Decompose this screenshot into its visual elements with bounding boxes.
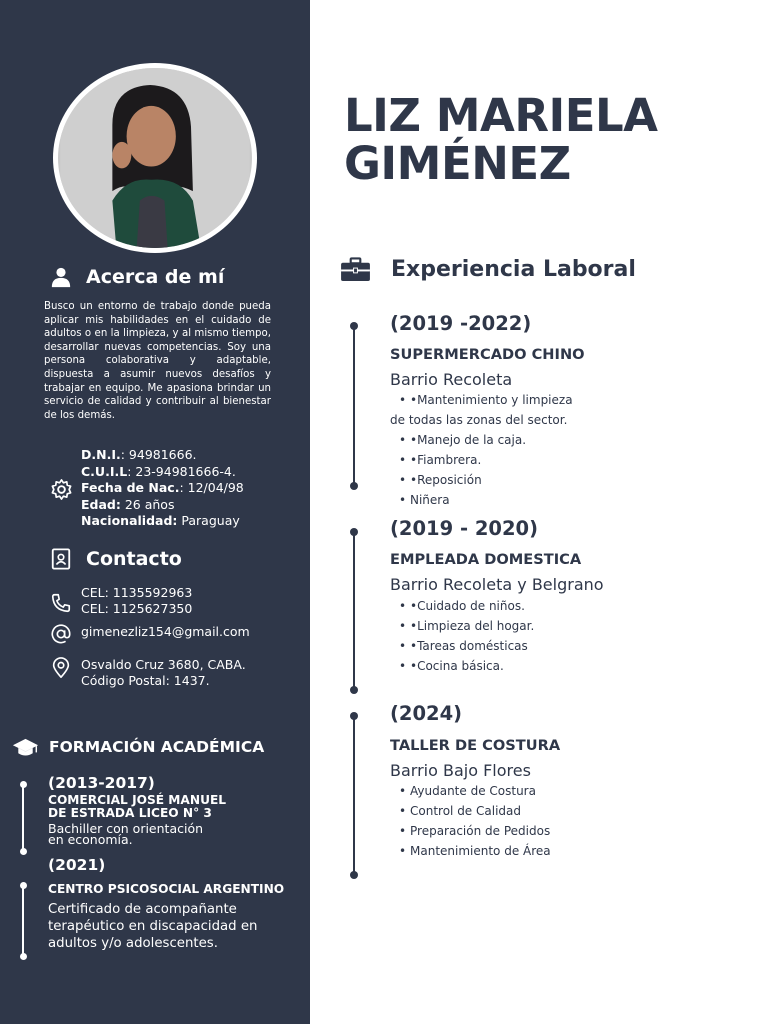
contact-address [50, 657, 246, 690]
contact-card-icon [50, 548, 72, 570]
contact-email [50, 623, 250, 645]
education-1-desc-line-2: en economía. [48, 832, 133, 847]
education-timeline-dot [20, 953, 27, 960]
education-1-year: (2013-2017) [48, 774, 155, 792]
job-1-title: SUPERMERCADO CHINO [390, 346, 585, 363]
education-2-year: (2021) [48, 856, 106, 874]
education-timeline-dot [20, 781, 27, 788]
name-line-1: LIZ MARIELA [344, 89, 658, 142]
person-photo-illustration [58, 68, 252, 248]
job-2-task: • •Cuidado de niños. [390, 596, 534, 616]
about-heading-label: Acerca de mí [86, 266, 225, 288]
job-1-task: • Niñera [390, 490, 573, 510]
job-1-year: (2019 -2022) [390, 312, 532, 335]
graduation-cap-icon [12, 736, 39, 758]
age-label: Edad: [81, 496, 121, 512]
at-sign-icon [50, 623, 72, 645]
user-icon [50, 266, 72, 288]
education-timeline-dot [20, 882, 27, 889]
contact-phones [50, 585, 192, 618]
address-line-2: Código Postal: 1437. [81, 673, 210, 689]
experience-heading [340, 257, 636, 282]
education-timeline-dot [20, 848, 27, 855]
job-1-task: • •Manejo de la caja. [390, 430, 573, 450]
phone-text [81, 585, 192, 618]
job-3-tasks [390, 781, 551, 861]
job-3-task: • Mantenimiento de Área [390, 841, 551, 861]
address-line-1: Osvaldo Cruz 3680, CABA. [81, 657, 246, 672]
job-1-place: Barrio Recoleta [390, 370, 513, 389]
personal-info [81, 447, 244, 530]
experience-timeline-dot [350, 528, 358, 536]
experience-timeline-line-3 [353, 716, 355, 875]
education-1-school-line-1: COMERCIAL JOSÉ MANUEL [48, 793, 227, 807]
job-1-tasks [390, 390, 573, 510]
job-3-task: • Preparación de Pedidos [390, 821, 551, 841]
about-text: Busco un entorno de trabajo donde pueda aplicar mis habilidades en el cuidado de adultos o en la limpieza, y al mismo tiempo, desarrollar nuevas competencias. Soy una persona colaborativa y adaptable, dispuesta a asumir nuevos desafíos y trabajar en equipo. Me apasiona brindar un servicio de calidad y contribuir al bienestar de los demás. [44, 301, 271, 421]
nationality-row [81, 513, 244, 530]
sidebar [0, 0, 310, 1024]
job-1-task: • •Fiambrera. [390, 450, 573, 470]
dni-value: : 94981666. [120, 447, 197, 462]
cuil-row [81, 464, 244, 481]
education-timeline-line-1 [22, 785, 24, 852]
education-2-desc-line-3: adultos y/o adolescentes. [48, 936, 218, 951]
job-2-tasks [390, 596, 534, 676]
nationality-value: Paraguay [177, 513, 240, 529]
phone-icon [50, 592, 72, 614]
experience-timeline-line-2 [353, 532, 355, 690]
job-3-task: • Ayudante de Costura [390, 781, 551, 801]
dni-row [81, 447, 244, 464]
name-line-2: GIMÉNEZ [344, 137, 571, 190]
education-1-school [48, 794, 226, 820]
education-2-description [48, 901, 257, 952]
address-text [81, 657, 246, 690]
education-1-description [48, 823, 203, 845]
briefcase-icon [340, 257, 371, 282]
contact-heading [50, 548, 182, 570]
email-link[interactable]: gimenezliz154@gmail.com [81, 624, 250, 639]
job-1-task: • •Reposición [390, 470, 573, 490]
experience-timeline-dot [350, 712, 358, 720]
job-3-task: • Control de Calidad [390, 801, 551, 821]
job-3-title: TALLER DE COSTURA [390, 737, 561, 754]
candidate-name [344, 89, 658, 190]
job-2-year: (2019 - 2020) [390, 517, 539, 540]
education-heading [12, 736, 264, 758]
experience-timeline-line-1 [353, 326, 355, 486]
phone-2[interactable]: CEL: 1125627350 [81, 601, 193, 617]
job-3-year: (2024) [390, 702, 463, 725]
dni-label: D.N.I. [81, 447, 121, 462]
job-2-task: • •Tareas domésticas [390, 636, 534, 656]
birth-label: Fecha de Nac. [81, 480, 180, 496]
education-1-school-line-2: DE ESTRADA LICEO N° 3 [48, 806, 212, 820]
cuil-label: C.U.I.L [81, 463, 128, 479]
profile-photo [53, 63, 257, 253]
education-2-desc-line-1: Certificado de acompañante [48, 902, 237, 917]
nationality-label: Nacionalidad: [81, 513, 178, 529]
location-pin-icon [50, 657, 72, 679]
age-value: 26 años [120, 496, 175, 512]
education-timeline-line-2 [22, 886, 24, 957]
age-row [81, 497, 244, 514]
experience-timeline-dot [350, 322, 358, 330]
education-2-school: CENTRO PSICOSOCIAL ARGENTINO [48, 882, 285, 896]
experience-timeline-dot [350, 686, 358, 694]
job-2-place: Barrio Recoleta y Belgrano [390, 575, 604, 594]
about-heading [50, 266, 224, 288]
education-1-desc-line-1: Bachiller con orientación [48, 821, 204, 836]
cuil-value: : 23-94981666-4. [127, 463, 236, 479]
job-3-place: Barrio Bajo Flores [390, 761, 531, 780]
contact-heading-label: Contacto [86, 548, 182, 570]
birth-value: : 12/04/98 [179, 480, 244, 496]
phone-1[interactable]: CEL: 1135592963 [81, 585, 193, 600]
education-heading-label: FORMACIÓN ACADÉMICA [49, 738, 265, 756]
job-2-title: EMPLEADA DOMESTICA [390, 551, 582, 568]
birth-row [81, 480, 244, 497]
job-1-task-continued: de todas las zonas del sector. [390, 413, 568, 427]
education-2-desc-line-2: terapéutico en discapacidad en [48, 919, 258, 934]
job-1-task: • •Mantenimiento y limpieza [390, 390, 573, 410]
gear-icon [50, 478, 73, 501]
job-2-task: • •Cocina básica. [390, 656, 534, 676]
experience-timeline-dot [350, 871, 358, 879]
experience-timeline-dot [350, 482, 358, 490]
experience-heading-label: Experiencia Laboral [391, 257, 636, 282]
job-2-task: • •Limpieza del hogar. [390, 616, 534, 636]
